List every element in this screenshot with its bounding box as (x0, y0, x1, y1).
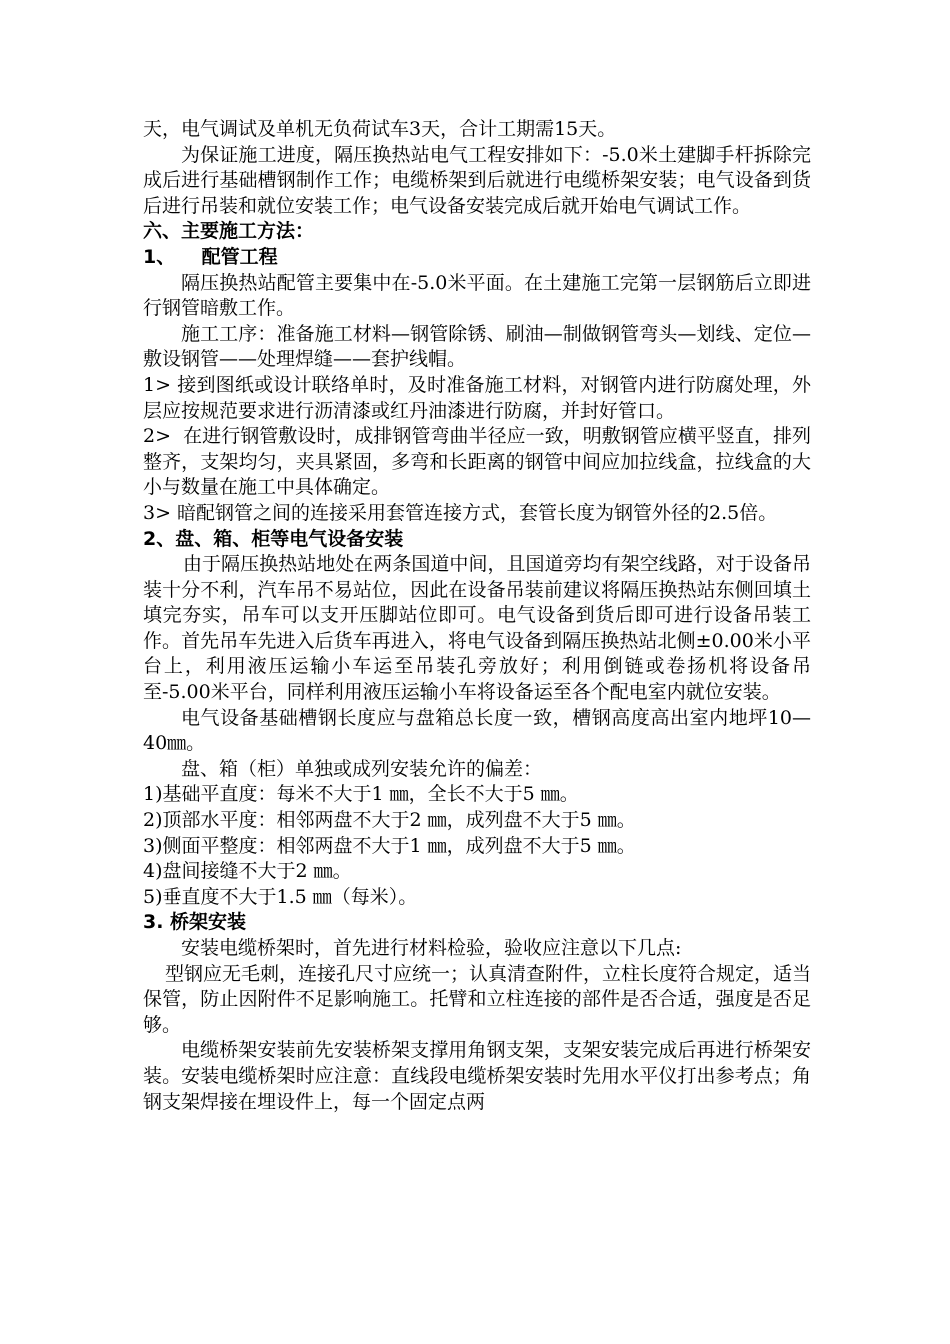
subsection-heading: 1、 配管工程 (143, 245, 278, 268)
paragraph: 为保证施工进度，隔压换热站电气工程安排如下：-5.0米土建脚手杆拆除完成后进行基础槽钢制作工作；电缆桥架到后就进行电缆桥架安装；电气设备到货后进行吊装和就位安装工作；电气设备安装完成后就开始电气调试工作。 (143, 143, 811, 217)
subsection-heading: 2、盘、箱、柜等电气设备安装 (143, 527, 404, 550)
paragraph: 安装电缆桥架时，首先进行材料检验，验收应注意以下几点: (181, 937, 682, 959)
paragraph: 由于隔压换热站地处在两条国道中间，且国道旁均有架空线路，对于设备吊装十分不利，汽车吊不易站位，因此在设备吊装前建议将隔压换热站东侧回填土填完夯实，吊车可以支开压脚站位即可。电气设备到货后即可进行设备吊装工作。首先吊车先进入后货车再进入，将电气设备到隔压换热站北侧±0.00米小平台上，利用液压运输小车运至吊装孔旁放好；利用倒链或卷扬机将设备吊至-5.00米平台，同样利用液压运输小车将设备运至各个配电室内就位安装。 (143, 553, 811, 704)
paragraph: 型钢应无毛刺，连接孔尺寸应统一；认真清查附件，立柱长度符合规定，适当保管，防止因附件不足影响施工。托臂和立柱连接的部件是否合适，强度是否足够。 (143, 962, 812, 1036)
paragraph: 隔压换热站配管主要集中在-5.0米平面。在土建施工完第一层钢筋后立即进行钢管暗敷工作。 (143, 271, 811, 320)
list-item: 2)顶部水平度：相邻两盘不大于2 ㎜，成列盘不大于5 ㎜。 (143, 809, 636, 832)
section-heading: 六、主要施工方法： (143, 220, 315, 243)
list-item: 1)基础平直度：每米不大于1 ㎜，全长不大于5 ㎜。 (143, 783, 579, 806)
list-item: 4)盘间接缝不大于2 ㎜。 (143, 860, 352, 883)
list-item: 5)垂直度不大于1.5 ㎜（每米）。 (143, 885, 418, 908)
paragraph: 施工工序：准备施工材料—钢管除锈、刷油—制做钢管弯头—划线、定位—敷设钢管——处理焊缝——套护线帽。 (143, 322, 811, 371)
list-item: 3)侧面平整度：相邻两盘不大于1 ㎜，成列盘不大于5 ㎜。 (143, 834, 636, 857)
list-item: 1> 接到图纸或设计联络单时，及时准备施工材料，对钢管内进行防腐处理，外层应按规范要求进行沥清漆或红丹油漆进行防腐，并封好管口。 (143, 373, 811, 422)
paragraph: 电缆桥架安装前先安装桥架支撑用角钢支架，支架安装完成后再进行桥架安装。安装电缆桥架时应注意：直线段电缆桥架安装时先用水平仪打出参考点；角钢支架焊接在埋设件上，每一个固定点两 (143, 1039, 811, 1113)
paragraph: 电气设备基础槽钢长度应与盘箱总长度一致，槽钢高度高出室内地坪10—40㎜。 (143, 706, 811, 755)
document-body (143, 117, 811, 1115)
subsection-heading: 3. 桥架安装 (143, 911, 247, 934)
list-item: 3> 暗配钢管之间的连接采用套管连接方式，套管长度为钢管外径的2.5倍。 (143, 501, 778, 524)
paragraph: 盘、箱（柜）单独或成列安装允许的偏差： (181, 757, 543, 780)
paragraph: 天，电气调试及单机无负荷试车3天，合计工期需15天。 (143, 118, 617, 140)
list-item: 2> 在进行钢管敷设时，成排钢管弯曲半径应一致，明敷钢管应横平竖直，排列整齐，支架均匀，夹具紧固，多弯和长距离的钢管中间应加拉线盒，拉线盒的大小与数量在施工中具体确定。 (143, 425, 811, 499)
